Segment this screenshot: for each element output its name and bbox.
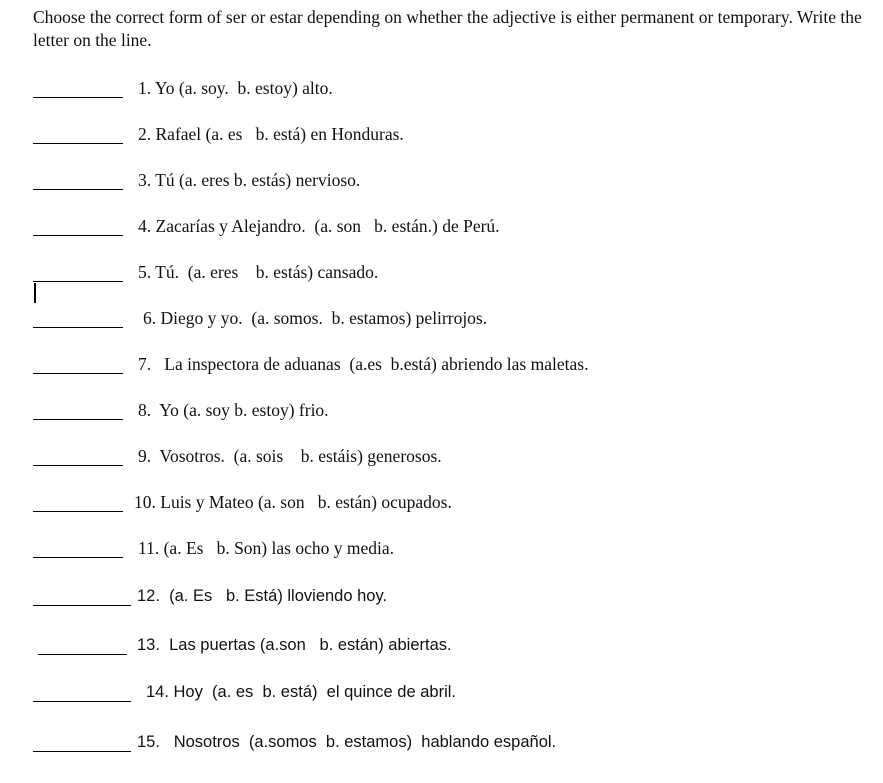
answer-blank-1[interactable] [33,77,123,98]
question-8 [0,399,883,423]
question-4 [0,215,883,239]
question-1 [0,77,883,101]
question-text-4: 4. Zacarías y Alejandro. (a. son b. están.) de Perú. [138,216,500,236]
answer-blank-12[interactable] [33,585,131,606]
question-14 [0,681,883,705]
question-9 [0,445,883,469]
question-5 [0,261,883,285]
answer-blank-7[interactable] [33,353,123,374]
question-text-12: 12. (a. Es b. Está) lloviendo hoy. [137,587,388,605]
question-15 [0,731,883,755]
question-text-2: 2. Rafael (a. es b. está) en Honduras. [138,124,404,144]
answer-blank-14[interactable] [33,681,131,702]
answer-blank-3[interactable] [33,169,123,190]
text-cursor [34,283,36,303]
instructions-text: Choose the correct form of ser or estar depending on whether the adjective is either permanent or temporary. Write the letter on the line. [33,7,862,50]
answer-blank-10[interactable] [33,491,123,512]
answer-blank-9[interactable] [33,445,123,466]
answer-blank-4[interactable] [33,215,123,236]
question-text-8: 8. Yo (a. soy b. estoy) frio. [138,400,329,420]
answer-blank-13[interactable] [38,634,127,655]
question-text-14: 14. Hoy (a. es b. está) el quince de abril. [146,683,456,701]
question-13 [0,634,883,658]
question-6 [0,307,883,331]
question-12 [0,585,883,609]
question-text-10: 10. Luis y Mateo (a. son b. están) ocupados. [134,492,452,512]
question-text-5: 5. Tú. (a. eres b. estás) cansado. [138,262,379,282]
question-text-9: 9. Vosotros. (a. sois b. estáis) generosos. [138,446,442,466]
question-text-11: 11. (a. Es b. Son) las ocho y media. [138,538,394,558]
question-11 [0,537,883,561]
question-text-1: 1. Yo (a. soy. b. estoy) alto. [138,78,333,98]
question-3 [0,169,883,193]
question-text-15: 15. Nosotros (a.somos b. estamos) hablando español. [137,733,557,751]
answer-blank-6[interactable] [33,307,123,328]
question-text-13: 13. Las puertas (a.son b. están) abiertas. [137,636,452,654]
question-text-3: 3. Tú (a. eres b. estás) nervioso. [138,170,361,190]
answer-blank-8[interactable] [33,399,123,420]
question-text-7: 7. La inspectora de aduanas (a.es b.está) abriendo las maletas. [138,354,589,374]
question-7 [0,353,883,377]
question-10 [0,491,883,515]
answer-blank-11[interactable] [33,537,123,558]
answer-blank-2[interactable] [33,123,123,144]
answer-blank-15[interactable] [33,731,131,752]
question-2 [0,123,883,147]
question-text-6: 6. Diego y yo. (a. somos. b. estamos) pelirrojos. [143,308,488,328]
answer-blank-5[interactable] [33,261,123,282]
